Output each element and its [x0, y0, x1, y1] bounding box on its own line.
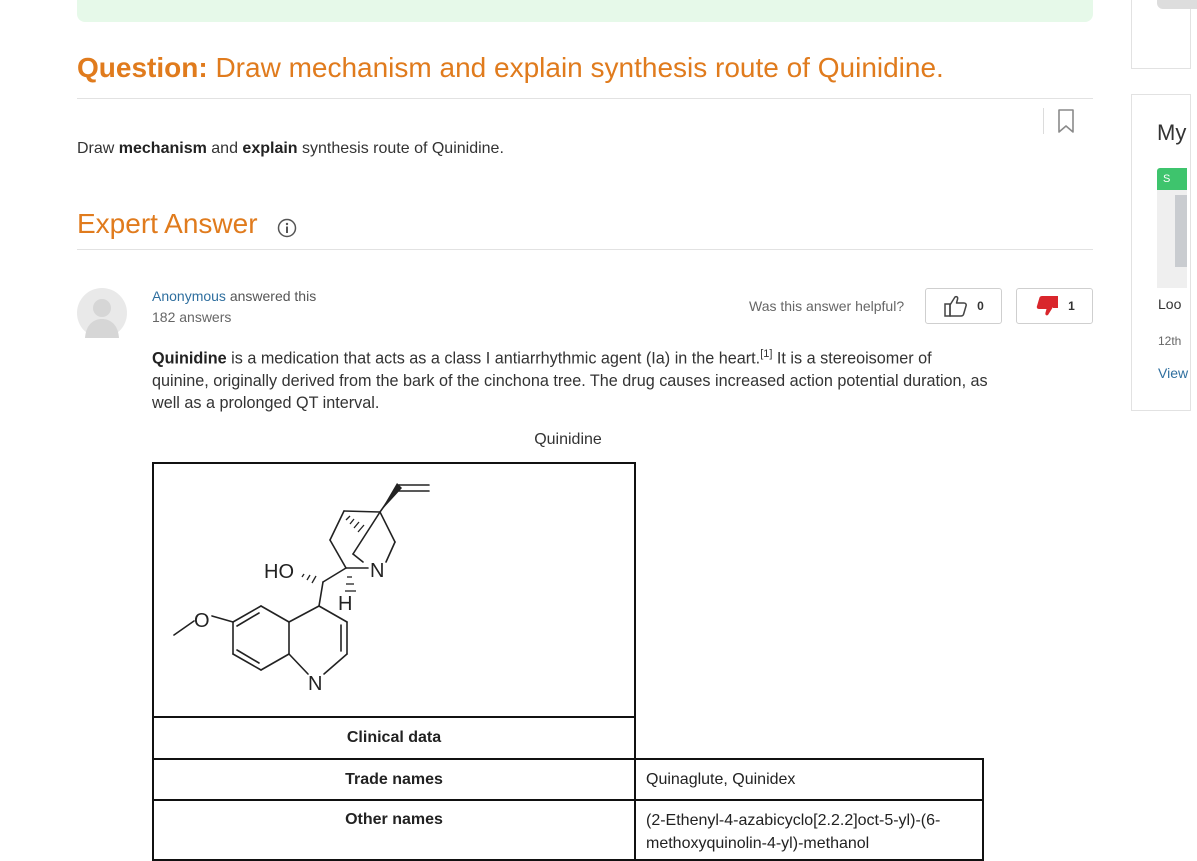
structure-label-ho: HO: [264, 561, 294, 583]
bookmark-separator: [1043, 108, 1044, 134]
question-body: [77, 140, 504, 158]
infobox-caption: Quinidine: [534, 431, 602, 448]
upvote-count: 0: [977, 299, 984, 313]
reference-link[interactable]: [1]: [760, 348, 773, 360]
answer-sentence: It is a stereoisomer of quinine, originally derived from the bark of the cinchona tree. The drug causes increased action potential duration, as well as a prolonged QT interval.: [152, 349, 988, 413]
sidebar-item-date: 12th: [1158, 334, 1182, 348]
bookmark-icon[interactable]: [1056, 108, 1076, 134]
answer-author-line: [152, 288, 316, 304]
question-title: Draw mechanism and explain synthesis route of Quinidine.: [215, 52, 944, 83]
sidebar-top-card: [1131, 0, 1191, 69]
question-label: Question:: [77, 52, 208, 83]
author-link[interactable]: Anonymous: [152, 288, 226, 304]
thumbs-down-icon: [1034, 294, 1060, 318]
helpful-prompt: Was this answer helpful?: [749, 298, 905, 314]
sidebar-badge: S: [1157, 168, 1187, 190]
author-answers-count: 182 answers: [152, 309, 232, 325]
question-body-bold: mechanism: [118, 140, 207, 157]
answer-drug-name: Quinidine: [152, 349, 227, 368]
downvote-button[interactable]: [1016, 288, 1093, 324]
question-divider: [77, 98, 1093, 99]
sidebar-view-link[interactable]: View: [1158, 365, 1189, 381]
infobox-row-label: Other names: [152, 799, 636, 861]
upvote-button[interactable]: [925, 288, 1002, 324]
answer-text: [152, 343, 992, 415]
question-body-text: synthesis route of Quinidine.: [297, 140, 504, 157]
question-body-text: Draw: [77, 140, 119, 157]
expert-answer-divider: [77, 249, 1093, 250]
avatar-icon: [77, 288, 127, 338]
sidebar-top-pill: [1157, 0, 1197, 9]
infobox-row-value: Quinaglute, Quinidex: [634, 758, 984, 801]
author-suffix: answered this: [225, 288, 317, 304]
quinidine-structure-diagram: [154, 464, 634, 716]
thumbs-up-icon: [943, 294, 969, 318]
downvote-count: 1: [1068, 299, 1075, 313]
structure-label-n-top: N: [370, 560, 385, 582]
question-body-bold: explain: [242, 140, 298, 157]
structure-label-h: H: [338, 593, 353, 615]
info-icon[interactable]: [277, 218, 297, 238]
infobox-section-header: Clinical data: [152, 716, 636, 760]
expert-answer-heading: Expert Answer: [77, 208, 258, 239]
structure-label-n-ring: N: [308, 673, 323, 695]
top-banner: [77, 0, 1093, 22]
sidebar-thumbnail-image: [1175, 195, 1187, 267]
sidebar-title: My: [1157, 120, 1187, 145]
structure-label-o: O: [194, 610, 210, 632]
sidebar-item-title[interactable]: Loo: [1158, 296, 1182, 312]
answer-sentence: is a medication that acts as a class I antiarrhythmic agent (Ia) in the heart.: [226, 349, 761, 368]
structure-cell: [152, 462, 636, 718]
avatar: [77, 288, 127, 338]
question-body-text: and: [206, 140, 243, 157]
infobox-row-value: (2-Ethenyl-4-azabicyclo[2.2.2]oct-5-yl)-(6-methoxyquinolin-4-yl)-methanol: [634, 799, 984, 861]
infobox-row-label: Trade names: [152, 758, 636, 801]
question-heading: [77, 52, 944, 84]
